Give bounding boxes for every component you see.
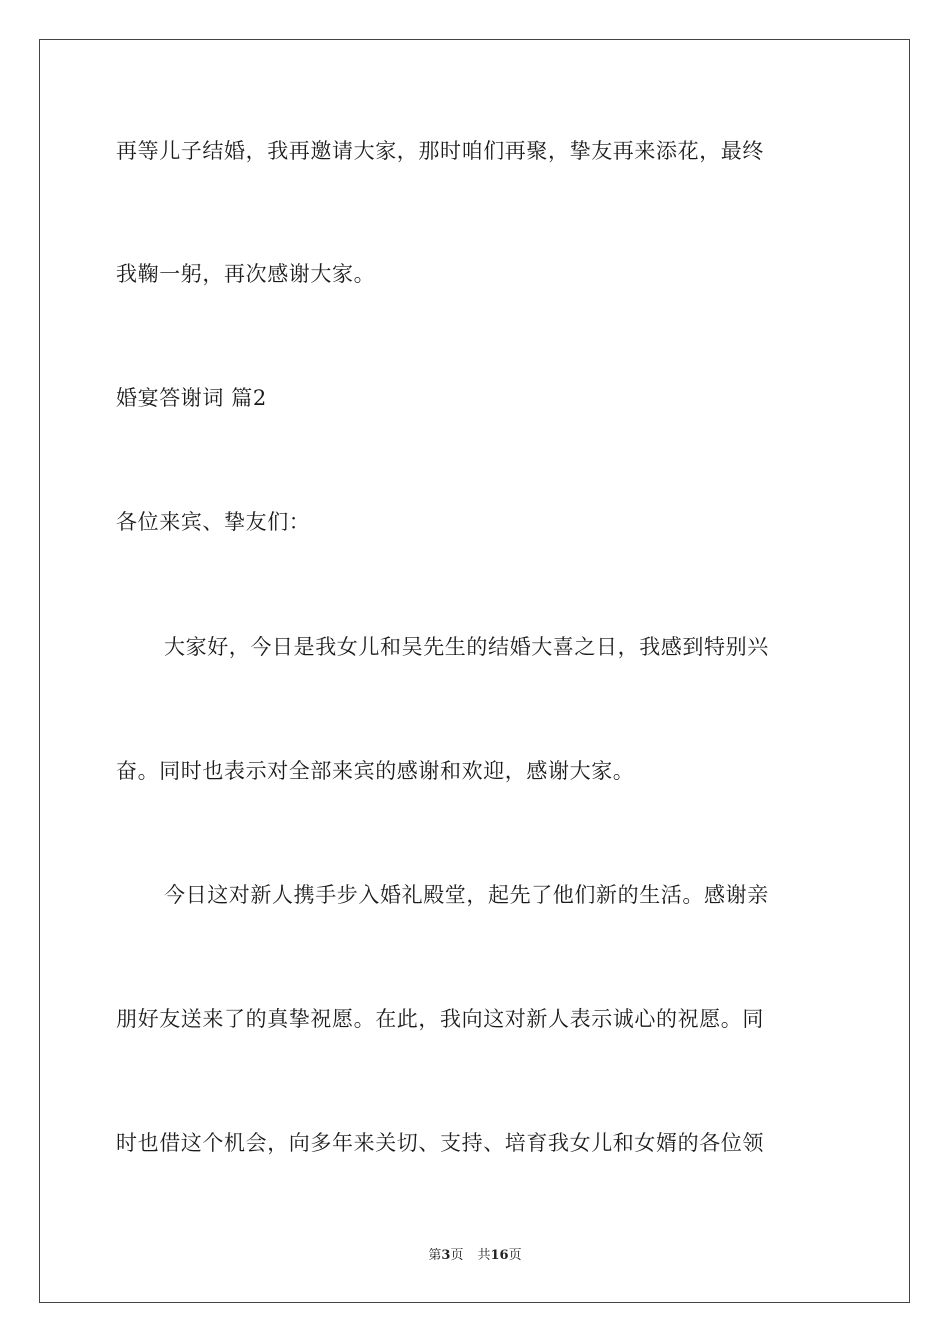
salutation: 各位来宾、挚友们： <box>116 510 311 534</box>
section-heading: 婚宴答谢词 篇2 <box>116 386 267 410</box>
total-pages: 16 <box>490 1248 509 1263</box>
page-frame <box>39 39 910 1303</box>
total-suffix: 页 <box>508 1248 522 1263</box>
page-number: 3 <box>441 1248 451 1263</box>
page-prefix: 第 <box>428 1248 442 1263</box>
body-line-9: 时也借这个机会，向多年来关切、支持、培育我女儿和女婿的各位领 <box>116 1131 764 1155</box>
body-line-8: 朋好友送来了的真挚祝愿。在此，我向这对新人表示诚心的祝愿。同 <box>116 1007 764 1031</box>
body-line-1: 再等儿子结婚，我再邀请大家，那时咱们再聚，挚友再来添花，最终 <box>116 139 764 163</box>
body-line-7: 今日这对新人携手步入婚礼殿堂，起先了他们新的生活。感谢亲 <box>164 883 769 907</box>
total-prefix: 共 <box>477 1248 491 1263</box>
page-footer <box>0 1247 950 1265</box>
body-line-2: 我鞠一躬，再次感谢大家。 <box>116 262 376 286</box>
page-suffix: 页 <box>450 1248 464 1263</box>
body-line-5: 大家好，今日是我女儿和吴先生的结婚大喜之日，我感到特别兴 <box>164 635 769 659</box>
body-line-6: 奋。同时也表示对全部来宾的感谢和欢迎，感谢大家。 <box>116 759 635 783</box>
